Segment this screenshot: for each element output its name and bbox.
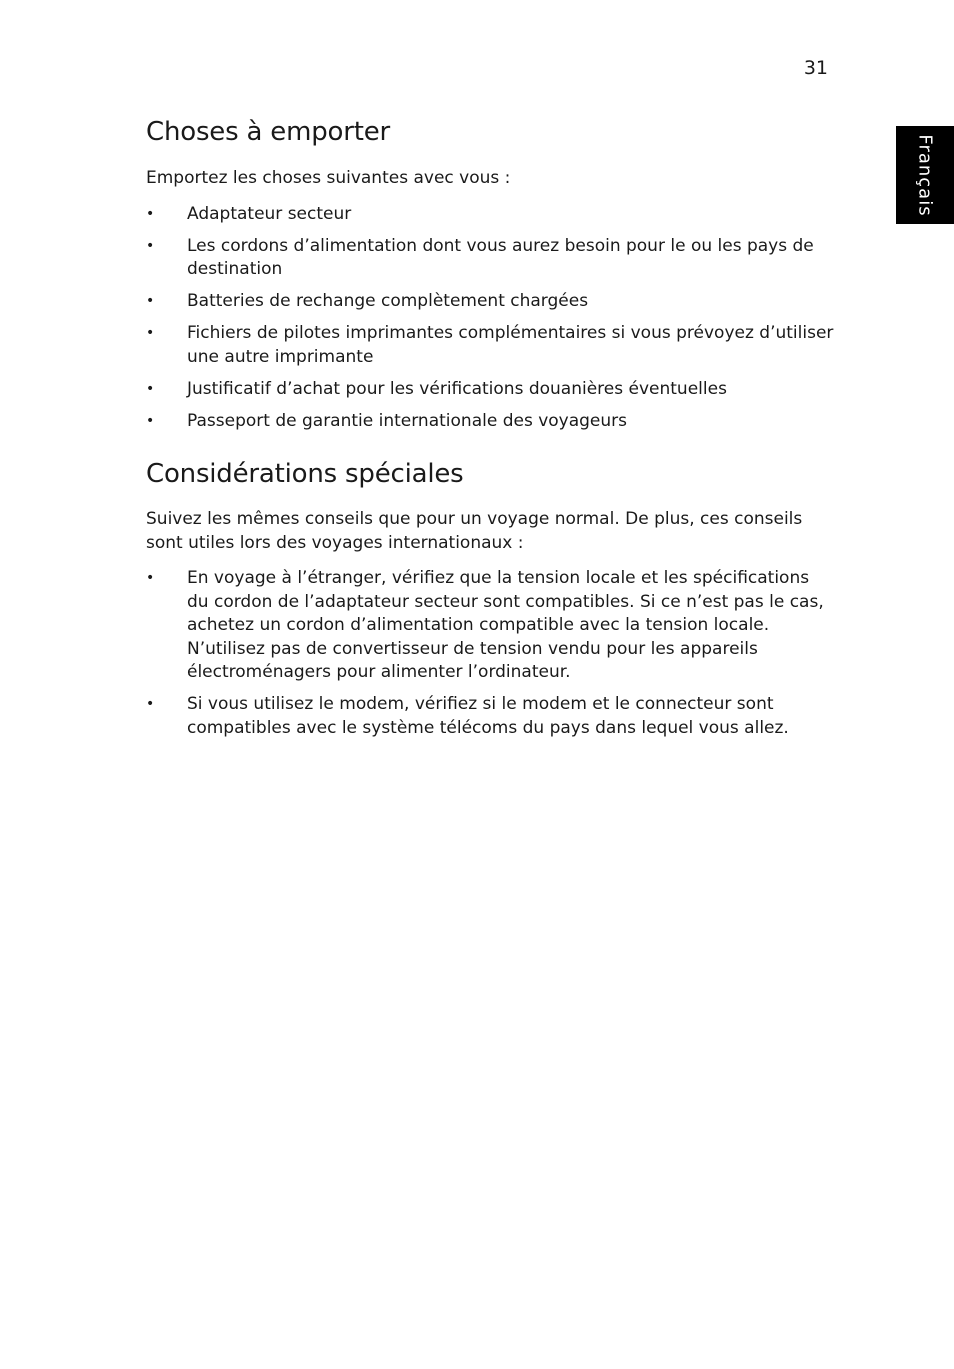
list-item — [146, 235, 836, 282]
bullet-icon: • — [146, 570, 155, 586]
list-item-text: Batteries de rechange complètement chargées — [187, 291, 589, 311]
list-item — [146, 290, 836, 314]
list-item-text: Justificatif d’achat pour les vérifications douanières éventuelles — [187, 378, 727, 399]
bullet-list-things-to-bring — [146, 203, 836, 434]
section-title-things-to-bring: Choses à emporter — [146, 117, 390, 147]
bullet-icon: • — [146, 325, 155, 341]
bullet-list-special-considerations — [146, 567, 836, 740]
bullet-icon: • — [146, 696, 155, 712]
bullet-icon: • — [146, 293, 155, 309]
section-intro-special-considerations: Suivez les mêmes conseils que pour un voyage normal. De plus, ces conseils sont utiles lors des voyages internationaux : — [146, 509, 803, 553]
list-item-text: Adaptateur secteur — [187, 203, 352, 224]
page-content — [146, 114, 836, 749]
bullet-icon: • — [146, 380, 155, 397]
bullet-icon: • — [146, 412, 155, 429]
bullet-icon: • — [146, 205, 155, 222]
list-item-text: Fichiers de pilotes imprimantes complémentaires si vous prévoyez d’utiliser une autre imprimante — [187, 323, 834, 367]
list-item-text: En voyage à l’étranger, vérifiez que la tension locale et les spécifications du cordon de l’adaptateur secteur sont compatibles. Si ce n’est pas le cas, achetez un cordon d’alimentation compatible avec la tension locale. N’utilisez pas de convertisseur de tension vendu pour les appareils électroménagers pour alimenter l’ordinateur. — [187, 568, 824, 682]
bullet-icon: • — [146, 237, 155, 254]
list-item-text: Si vous utilisez le modem, vérifiez si le modem et le connecteur sont compatibles avec le système télécoms du pays dans lequel vous allez. — [187, 694, 789, 738]
list-item — [146, 693, 836, 740]
list-item — [146, 322, 836, 369]
section-intro-things-to-bring: Emportez les choses suivantes avec vous : — [146, 168, 511, 188]
list-item-text: Passeport de garantie internationale des voyageurs — [187, 410, 628, 431]
list-item — [146, 410, 836, 434]
page-number: 31 — [803, 57, 828, 79]
language-tab — [896, 126, 954, 224]
list-item — [146, 567, 836, 685]
section-title-special-considerations: Considérations spéciales — [146, 459, 464, 489]
list-item-text: Les cordons d’alimentation dont vous aurez besoin pour le ou les pays de destination — [187, 235, 814, 279]
list-item — [146, 203, 836, 227]
language-tab-label: Français — [914, 133, 936, 217]
list-item — [146, 378, 836, 402]
